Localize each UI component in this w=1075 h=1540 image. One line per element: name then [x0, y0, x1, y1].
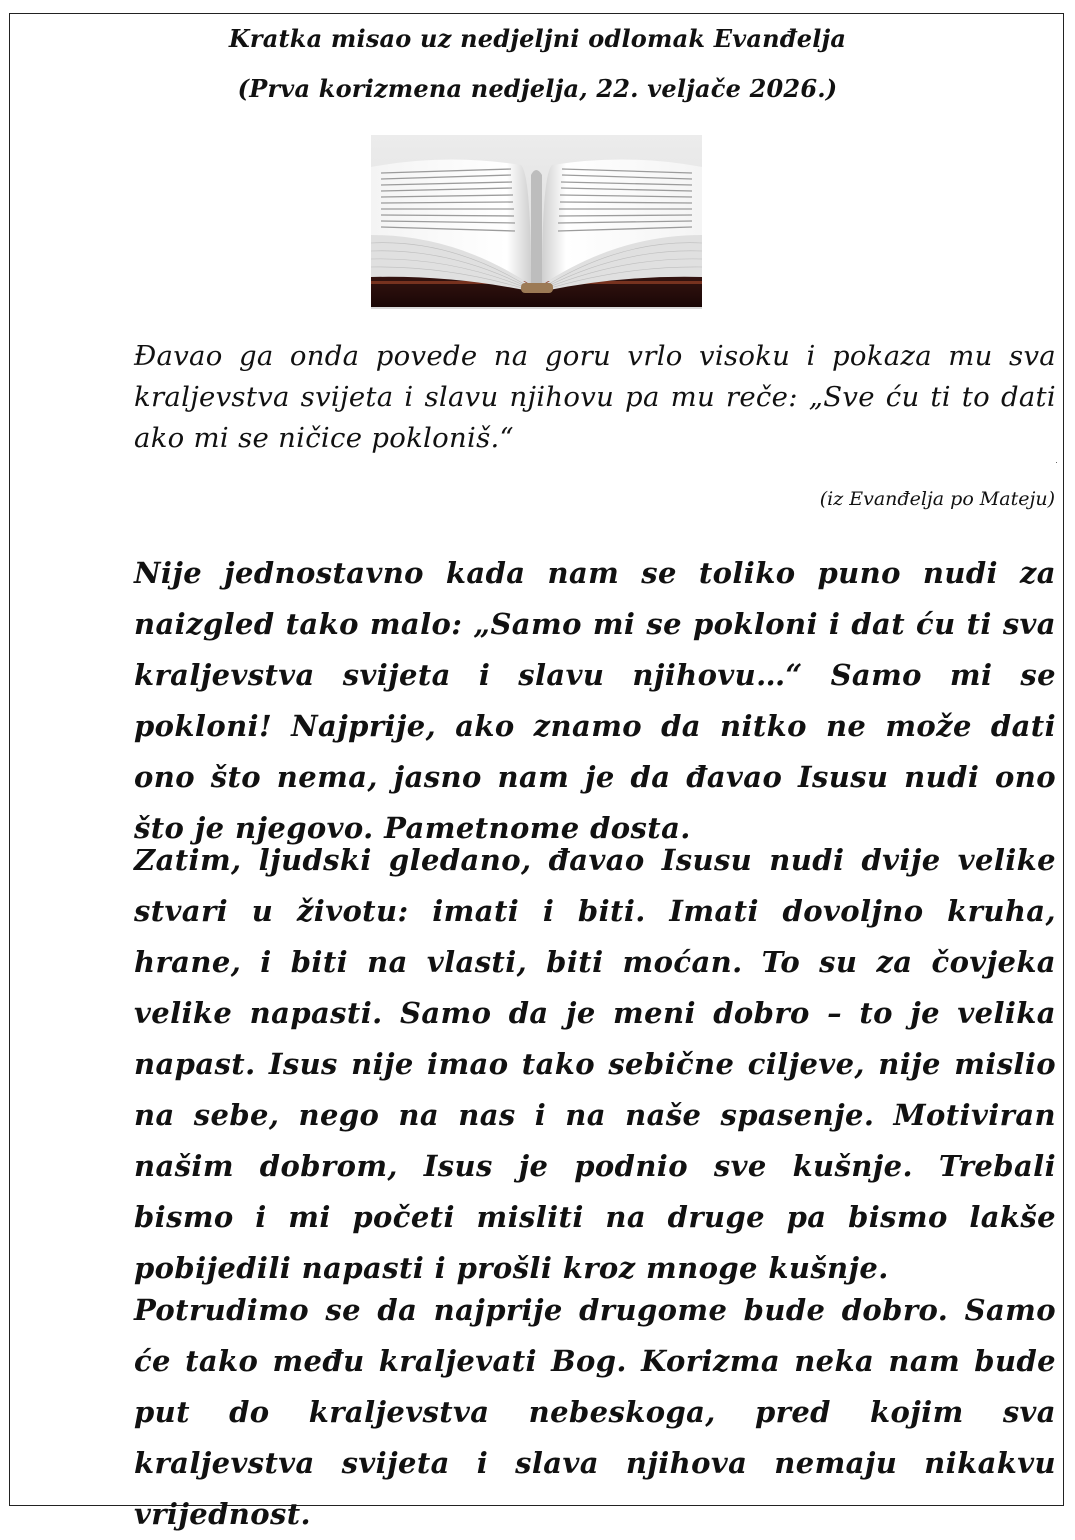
reflection-paragraph-1: Nije jednostavno kada nam se toliko puno nudi za naizgled tako malo: „Samo mi se pokloni i dat ću ti sva kraljevstva svijeta i slavu njihovu…“ Samo mi se pokloni! Najprije, ako znamo da nitko ne može dati ono što nema, jasno nam je da đavao Isusu nudi ono što je njegovo. Pametnome dosta.: [134, 556, 1056, 845]
reflection-paragraph-2: Zatim, ljudski gledano, đavao Isusu nudi dvije velike stvari u životu: imati i biti. Imati dovoljno kruha, hrane, i biti na vlasti, biti moćan. To su za čovjeka velike napasti. Samo da je meni dobro – to je velika napast. Isus nije imao tako sebične ciljeve, nije mislio na sebe, nego na nas i na naše spasenje. Motiviran našim dobrom, Isus je podnio sve kušnje. Trebali bismo i mi početi misliti na druge pa bismo lakše pobijedili napasti i prošli kroz mnoge kušnje.: [134, 843, 1056, 1285]
open-book-image: [371, 135, 702, 309]
stray-dot: [1056, 462, 1057, 463]
quote-source: (iz Evanđelja po Mateju): [819, 488, 1055, 510]
reflection-paragraph-3: Potrudimo se da najprije drugome bude dobro. Samo će tako među kraljevati Bog. Korizma neka nam bude put do kraljevstva nebeskoga, pred kojim sva kraljevstva svijeta i slava njihova nemaju nikakvu vrijednost.: [134, 1293, 1056, 1531]
gospel-quote: Đavao ga onda povede na goru vrlo visoku i pokaza mu sva kraljevstva svijeta i slavu njihovu pa mu reče: „Sve ću ti to dati ako mi se ničice pokloniš.“: [134, 340, 1056, 454]
page-title: Kratka misao uz nedjeljni odlomak Evanđelja: [228, 24, 847, 53]
page-subtitle: (Prva korizmena nedjelja, 22. veljače 2026.): [237, 74, 838, 103]
